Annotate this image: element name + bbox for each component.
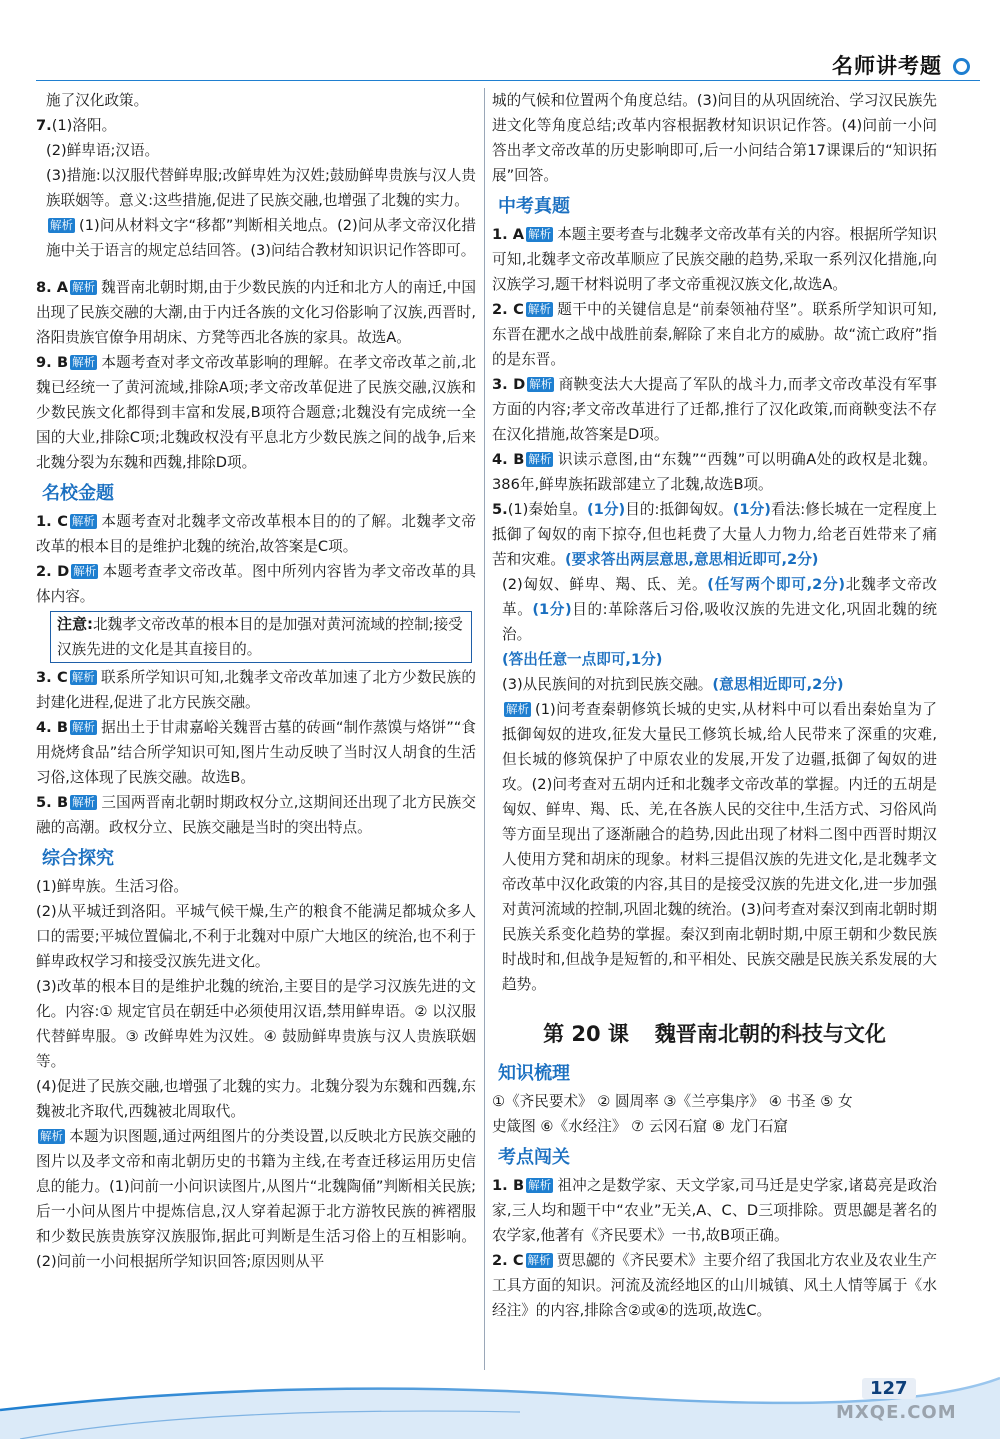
- paragraph: 城的气候和位置两个角度总结。(3)问目的从巩固统治、学习汉民族先进文化等角度总结;改革内容根据教材知识识记作答。(4)问前一小问答出孝文帝改革的历史影响即可,后一小问结合第17课课后的“知识拓展”回答。: [492, 92, 937, 184]
- page-header: [0, 0, 1000, 88]
- answer-k3: [492, 372, 937, 447]
- note-label: 注意:: [57, 615, 93, 633]
- question-number: 5.: [492, 501, 508, 518]
- answer-text: 看法:修长城在一定程度上抵御了匈奴的南下掠夺,但也耗费了大量人力物力,给老百姓带来了痛苦和灾难。: [492, 501, 938, 568]
- answer-text: (1)秦始皇。: [507, 501, 588, 518]
- answer-text: (1)鲜卑族。生活习俗。: [36, 878, 189, 895]
- paragraph: 施了汉化政策。: [46, 92, 149, 109]
- answer-9: [36, 350, 476, 475]
- score-note: (1分): [732, 501, 771, 518]
- answer-m3: [36, 665, 476, 715]
- answer-text: (1)洛阳。: [51, 117, 117, 134]
- analysis-text: 题干中的关键信息是“前秦领袖苻坚”。联系所学知识可知,东晋在淝水之战中战胜前秦,解除了来自北方的威胁。故“流亡政府”指的是东晋。: [492, 301, 937, 368]
- analysis-tag: 解析: [528, 227, 552, 241]
- analysis-text: 本题主要考查与北魏孝文帝改革有关的内容。根据所学知识可知,北魏孝文帝改革顺应了民族交融的趋势,采取一系列汉化措施,向汉族学习,题干材料说明了孝文帝重视汉族文化,故选A。: [492, 226, 937, 293]
- section-title-kaodian: 考点闯关: [498, 1147, 570, 1168]
- question-number: 3. C: [36, 669, 68, 686]
- answer-text: (2)匈奴、鲜卑、羯、氐、羌。: [502, 576, 708, 593]
- question-number: 5. B: [36, 794, 69, 811]
- answer-text: [492, 672, 937, 697]
- answer-text: 目的:革除落后习俗,吸收汉族的先进文化,巩固北魏的统治。: [502, 601, 937, 643]
- analysis-tag: 解析: [506, 702, 529, 716]
- analysis-text: 据出土于甘肃嘉峪关魏晋古墓的砖画“制作蒸馍与烙饼”“食用烧烤食品”结合所学知识可知,图片生动反映了当时汉人胡食的生活习俗,这体现了民族交融。故选B。: [36, 719, 476, 786]
- knowledge-line: 史箴图 ⑥《水经注》 ⑦ 云冈石窟 ⑧ 龙门石窟: [492, 1118, 788, 1135]
- score-note: (要求答出两层意思,意思相近即可,2分): [564, 551, 819, 568]
- answer-m2: [36, 559, 476, 609]
- analysis-text: 本题考查孝文帝改革。图中所列内容皆为孝文帝改革的具体内容。: [36, 563, 476, 605]
- analysis-text: 本题为识图题,通过两组图片的分类设置,以反映北方民族交融的图片以及孝文帝和南北朝历史的书籍为主线,在考查迁移运用历史信息的能力。(1)问前一小问识读图片,从图片“北魏陶俑”判断相关民族;后一小问从图片中提炼信息,汉人穿着起源于北方游牧民族的裤褶服和少数民族贵族穿汉族服饰,据此可判断是生活习俗上的互相影响。(2)问前一小问根据所学知识回答;原因则从平: [36, 1128, 476, 1270]
- answer-k5: [492, 497, 937, 572]
- answer-m1: [36, 509, 476, 559]
- analysis-tag: 解析: [73, 564, 97, 578]
- answer-text: (4)促进了民族交融,也增强了北魏的实力。北魏分裂为东魏和西魏,东魏被北齐取代,西魏被北周取代。: [36, 1078, 476, 1120]
- question-number: 9. B: [36, 354, 69, 371]
- answer-g1: [492, 1173, 937, 1248]
- analysis-tag: 解析: [72, 280, 96, 294]
- header-rule: [36, 80, 980, 81]
- analysis-tag: 解析: [72, 355, 96, 369]
- lesson-name: 魏晋南北朝的科技与文化: [654, 1022, 886, 1046]
- analysis-text: (1)问考查秦朝修筑长城的史实,从材料中可以看出秦始皇为了抵御匈奴的进攻,征发大量民工修筑长城,给人民带来了深重的灾难,但长城的修筑保护了中原农业的发展,开发了边疆,抵御了匈奴的进攻。(2)问考查对五胡内迁和北魏孝文帝改革的掌握。内迁的五胡是匈奴、鲜卑、羯、氐、羌,在各族人民的交往中,生活方式、习俗风尚等方面呈现出了逐渐融合的趋势,因此出现了材料二图中西晋时期汉人使用方凳和胡床的现象。材料三提倡汉族的先进文化,是北魏孝文帝改革中汉化政策的内容,其目的是接受汉族的先进文化,进一步加强对黄河流域的控制,巩固北魏的统治。(3)问考查对秦汉到南北朝时期民族关系变化趋势的掌握。秦汉到南北朝时期,中原王朝和少数民族时战时和,但战争是短暂的,和平相处、民族交融是民族关系发展的大趋势。: [502, 701, 937, 993]
- analysis-text: 商鞅变法大大提高了军队的战斗力,而孝文帝改革没有军事方面的内容;孝文帝改革进行了迁都,推行了汉化政策,而商鞅变法不存在汉化措施,故答案是D项。: [492, 376, 937, 443]
- note-text: 北魏孝文帝改革的根本目的是加强对黄河流域的控制;接受汉族先进的文化是其直接目的。: [57, 616, 463, 658]
- analysis-text: 祖冲之是数学家、天文学家,司马迁是史学家,诸葛亮是政治家,三人均和题干中“农业”无关,A、C、D三项排除。贾思勰是著名的农学家,他著有《齐民要术》一书,故B项正确。: [492, 1177, 938, 1244]
- analysis-tag: 解析: [528, 1178, 552, 1192]
- analysis-text: 识读示意图,由“东魏”“西魏”可以明确A处的政权是北魏。386年,鲜卑族拓跋部建立了北魏,故选B项。: [492, 451, 938, 493]
- analysis-tag: 解析: [527, 302, 551, 316]
- analysis-tag: 解析: [40, 1129, 63, 1143]
- answer-text: (2)从平城迁到洛阳。平城气候干燥,生产的粮食不能满足都城众多人口的需要;平城位置偏北,不利于北魏对中原广大地区的统治,也不利于鲜卑政权学习和接受汉族先进文化。: [36, 903, 476, 970]
- analysis: [36, 213, 476, 263]
- analysis-tag: 解析: [50, 218, 73, 232]
- question-number: 2. D: [36, 563, 70, 580]
- analysis-tag: 解析: [528, 452, 552, 466]
- score-line: [492, 647, 937, 672]
- analysis-tag: 解析: [527, 1253, 551, 1267]
- analysis: [492, 697, 937, 997]
- answer-m5: [36, 790, 476, 840]
- question-number: 3. D: [492, 376, 526, 393]
- answer-7: [36, 113, 476, 138]
- analysis-tag: 解析: [72, 795, 96, 809]
- right-column: [492, 88, 937, 1323]
- answer-g2: [492, 1248, 937, 1323]
- question-number: 1. A: [492, 226, 525, 243]
- score-note: (1分): [532, 601, 572, 618]
- question-number: 1. C: [36, 513, 68, 530]
- left-column: [36, 88, 476, 1274]
- section-title-zhongkao: 中考真题: [498, 196, 570, 217]
- answer-k4: [492, 447, 937, 497]
- answer-m4: [36, 715, 476, 790]
- column-divider: [484, 88, 485, 1370]
- analysis-tag: 解析: [71, 514, 95, 528]
- page-number: 127: [862, 1378, 916, 1399]
- question-number: 4. B: [36, 719, 68, 736]
- question-number: 7.: [36, 117, 52, 134]
- answer-text: 北魏孝文帝改革。: [502, 576, 937, 618]
- answer-text: [492, 572, 937, 647]
- analysis-text: 联系所学知识可知,北魏孝文帝改革加速了北方少数民族的封建化进程,促进了北方民族交融。: [36, 669, 476, 711]
- lesson-title: [492, 1019, 937, 1049]
- answer-text: (3)从民族间的对抗到民族交融。: [502, 676, 713, 693]
- analysis-tag: 解析: [71, 670, 95, 684]
- question-number: 8. A: [36, 279, 69, 296]
- analysis-text: 本题考查对北魏孝文帝改革根本目的的了解。北魏孝文帝改革的根本目的是维护北魏的统治,故答案是C项。: [36, 513, 476, 555]
- score-note: (意思相近即可,2分): [712, 676, 844, 693]
- header-circle-icon: [953, 58, 970, 75]
- section-title-zonghe: 综合探究: [42, 848, 114, 869]
- score-note: (任写两个即可,2分): [707, 576, 846, 593]
- analysis-tag: 解析: [529, 377, 553, 391]
- answer-text: 目的:抵御匈奴。: [625, 501, 733, 518]
- lesson-number: 第 20 课: [543, 1022, 629, 1046]
- analysis-text: 贾思勰的《齐民要术》主要介绍了我国北方农业及农业生产工具方面的知识。河流及流经地区的山川城镇、风土人情等属于《水经注》的内容,排除含②或④的选项,故选C。: [492, 1252, 937, 1319]
- question-number: 1. B: [492, 1177, 525, 1194]
- question-number: 2. C: [492, 1252, 524, 1269]
- note-box: [50, 611, 472, 663]
- answer-text: (3)措施:以汉服代替鲜卑服;改鲜卑姓为汉姓;鼓励鲜卑贵族与汉人贵族联姻等。意义:这些措施,促进了民族交融,也增强了北魏的实力。: [46, 167, 476, 209]
- score-note: (1分): [587, 501, 626, 518]
- section-title-mingxiao: 名校金题: [42, 483, 114, 504]
- header-title: 名师讲考题: [832, 53, 942, 78]
- question-number: 4. B: [492, 451, 525, 468]
- answer-8: [36, 275, 476, 350]
- score-note: (答出任意一点即可,1分): [502, 651, 663, 668]
- answer-k2: [492, 297, 937, 372]
- analysis: [36, 1124, 476, 1274]
- analysis-text: (1)问从材料文字“移都”判断相关地点。(2)问从孝文帝汉化措施中关于语言的规定总结回答。(3)问结合教材知识识记作答即可。: [46, 217, 476, 259]
- answer-text: (3)改革的根本目的是维护北魏的统治,主要目的是学习汉族先进的文化。内容:① 规定官员在朝廷中必须使用汉语,禁用鲜卑语。② 以汉服代替鲜卑服。③ 改鲜卑姓为汉姓。④ 鼓励鲜卑贵族与汉人贵族联姻等。: [36, 978, 476, 1070]
- knowledge-line: ①《齐民要术》 ② 圆周率 ③《兰亭集序》 ④ 书圣 ⑤ 女: [492, 1093, 853, 1110]
- analysis-tag: 解析: [71, 720, 95, 734]
- watermark: MXQE.COM: [836, 1402, 957, 1423]
- answer-text: (2)鲜卑语;汉语。: [46, 142, 160, 159]
- answer-k1: [492, 222, 937, 297]
- question-number: 2. C: [492, 301, 524, 318]
- analysis-text: 魏晋南北朝时期,由于少数民族的内迁和北方人的南迁,中国出现了民族交融的大潮,由于内迁各族的文化习俗影响了汉族,西晋时,洛阳贵族官僚争用胡床、方凳等西北各族的家具。故选A。: [36, 279, 477, 346]
- analysis-text: 三国两晋南北朝时期政权分立,这期间还出现了北方民族交融的高潮。政权分立、民族交融是当时的突出特点。: [36, 794, 476, 836]
- section-title-zhishi: 知识梳理: [498, 1063, 570, 1084]
- analysis-text: 本题考查对孝文帝改革影响的理解。在孝文帝改革之前,北魏已经统一了黄河流域,排除A项;孝文帝改革促进了民族交融,汉族和少数民族文化都得到丰富和发展,B项符合题意;北魏没有完成统一全国的大业,排除C项;北魏政权没有平息北方少数民族之间的战争,后来北魏分裂为东魏和西魏,排除D项。: [36, 354, 476, 471]
